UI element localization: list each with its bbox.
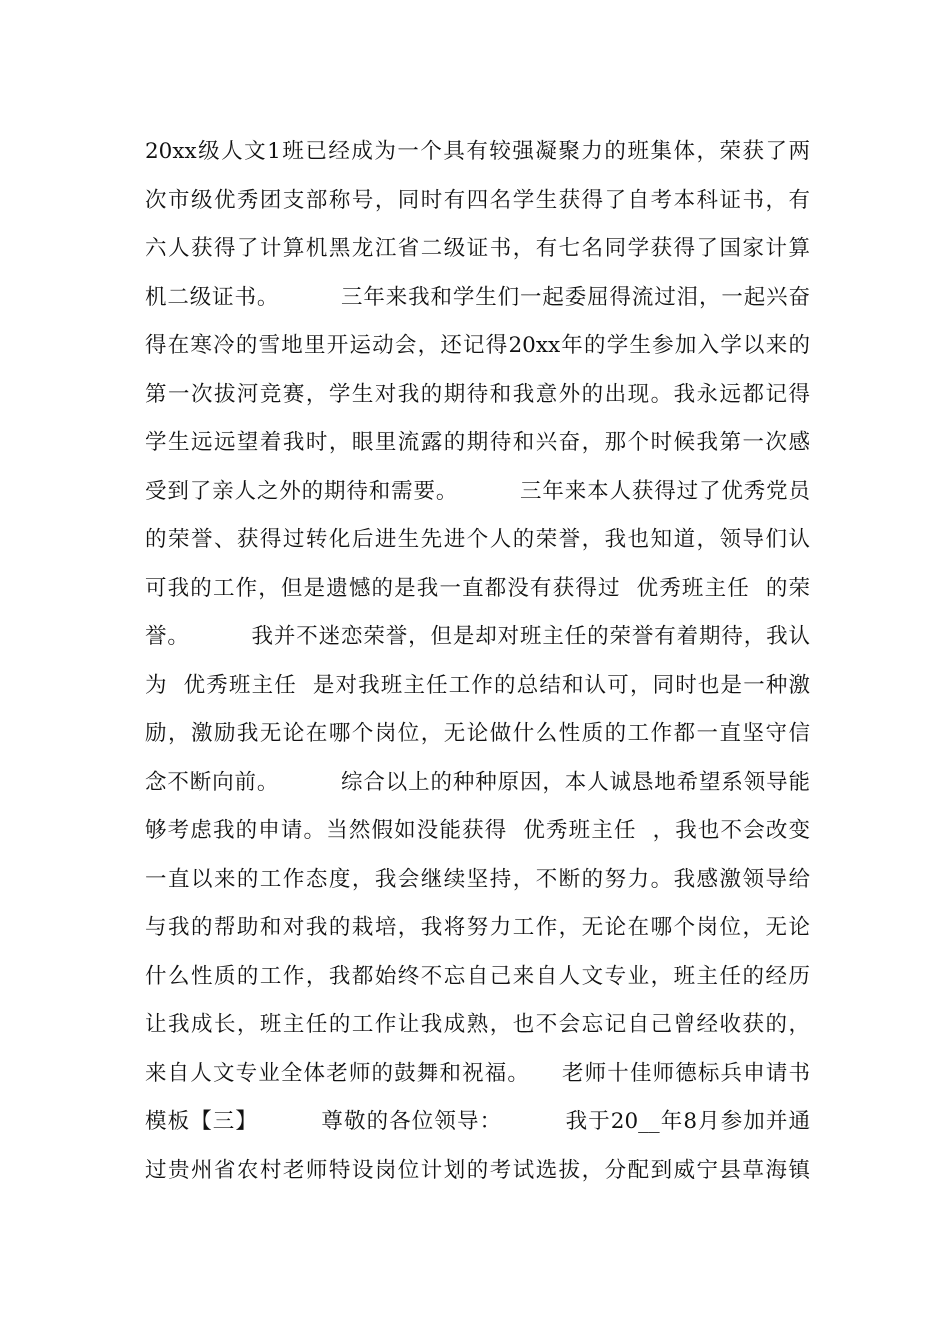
text-line-19: 让我成长，班主任的工作让我成熟，也不会忘记自己曾经收获的， — [145, 1012, 810, 1037]
text-line-13: 励，激励我无论在哪个岗位，无论做什么性质的工作都一直坚守信 — [145, 721, 810, 746]
text-line-20: 来自人文专业全体老师的鼓舞和祝福。 老师十佳师德标兵申请书 — [145, 1060, 810, 1086]
text-line-12: 为 优秀班主任 是对我班主任工作的总结和认可，同时也是一种激 — [145, 672, 810, 698]
text-line-5: 得在寒冷的雪地里开运动会，还记得20xx年的学生参加入学以来的 — [145, 333, 810, 358]
text-line-15: 够考虑我的申请。当然假如没能获得 优秀班主任 ，我也不会改变 — [145, 818, 810, 843]
text-line-10: 可我的工作，但是遗憾的是我一直都没有获得过 优秀班主任 的荣 — [145, 575, 810, 601]
text-line-7: 学生远远望着我时，眼里流露的期待和兴奋，那个时候我第一次感 — [145, 430, 810, 455]
text-line-11: 誉。 我并不迷恋荣誉，但是却对班主任的荣誉有着期待，我认 — [145, 624, 810, 649]
text-line-14: 念不断向前。 综合以上的种种原因，本人诚恳地希望系领导能 — [145, 769, 810, 795]
text-line-2: 次市级优秀团支部称号，同时有四名学生获得了自考本科证书，有 — [145, 187, 810, 213]
text-line-1: 20xx级人文1班已经成为一个具有较强凝聚力的班集体，荣获了两 — [145, 139, 810, 164]
text-line-16: 一直以来的工作态度，我会继续坚持，不断的努力。我感激领导给 — [145, 866, 810, 892]
text-line-4: 机二级证书。 三年来我和学生们一起委屈得流过泪，一起兴奋 — [145, 284, 810, 310]
text-line-22: 过贵州省农村老师特设岗位计划的考试选拔，分配到威宁县草海镇 — [145, 1157, 810, 1183]
text-line-3: 六人获得了计算机黑龙江省二级证书，有七名同学获得了国家计算 — [145, 236, 810, 261]
body-text — [145, 128, 810, 1195]
text-line-21: 模板【三】 尊敬的各位领导： 我于20__年8月参加并通 — [145, 1109, 810, 1134]
text-line-18: 什么性质的工作，我都始终不忘自己来自人文专业，班主任的经历 — [145, 963, 810, 989]
text-line-17: 与我的帮助和对我的栽培，我将努力工作，无论在哪个岗位，无论 — [145, 915, 810, 940]
text-line-6: 第一次拔河竞赛，学生对我的期待和我意外的出现。我永远都记得 — [145, 381, 810, 407]
text-line-8: 受到了亲人之外的期待和需要。 三年来本人获得过了优秀党员 — [145, 478, 810, 504]
text-line-9: 的荣誉、获得过转化后进生先进个人的荣誉，我也知道，领导们认 — [145, 527, 810, 552]
